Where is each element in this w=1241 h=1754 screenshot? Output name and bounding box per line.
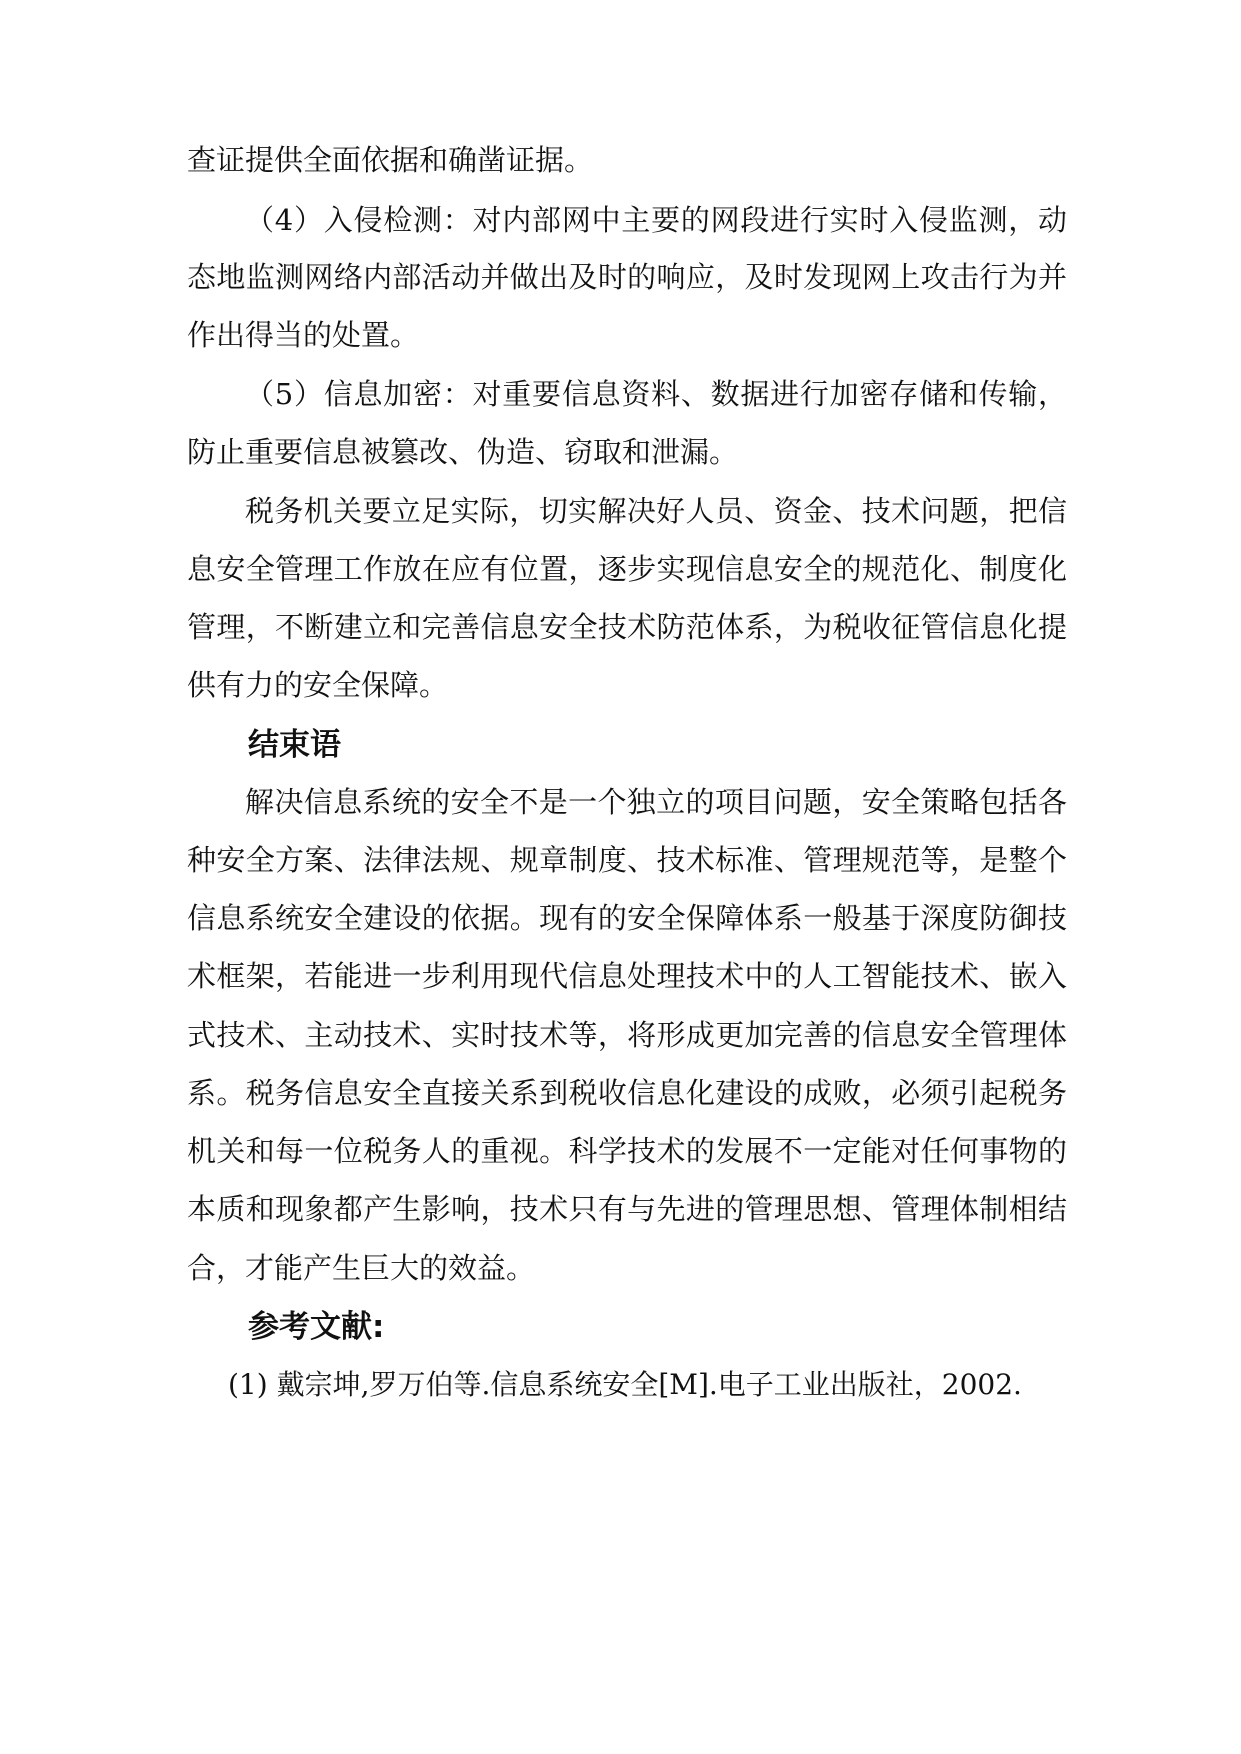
paragraph-line: 息安全管理工作放在应有位置，逐步实现信息安全的规范化、制度化 [187, 552, 1067, 586]
paragraph-line: 本质和现象都产生影响，技术只有与先进的管理思想、管理体制相结 [187, 1192, 1067, 1226]
paragraph-line: 态地监测网络内部活动并做出及时的响应，及时发现网上攻击行为并 [187, 260, 1067, 294]
paragraph-line: 防止重要信息被篡改、伪造、窃取和泄漏。 [187, 435, 739, 469]
paragraph-line: 机关和每一位税务人的重视。科学技术的发展不一定能对任何事物的 [187, 1134, 1067, 1168]
paragraph-line: 查证提供全面依据和确凿证据。 [187, 143, 594, 177]
paragraph-line: 系。税务信息安全直接关系到税收信息化建设的成败，必须引起税务 [187, 1076, 1067, 1110]
paragraph-line: 合，才能产生巨大的效益。 [187, 1251, 536, 1285]
paragraph-line: （4）入侵检测：对内部网中主要的网段进行实时入侵监测，动 [245, 203, 1067, 237]
paragraph-line: 作出得当的处置。 [187, 318, 420, 352]
reference-item: (1) 戴宗坤,罗万伯等.信息系统安全[M].电子工业出版社，2002. [228, 1368, 1022, 1401]
paragraph-line: 种安全方案、法律法规、规章制度、技术标准、管理规范等，是整个 [187, 843, 1067, 877]
section-heading-references: 参考文献: [248, 1309, 385, 1345]
paragraph-line: 信息系统安全建设的依据。现有的安全保障体系一般基于深度防御技 [187, 901, 1067, 935]
paragraph-line: （5）信息加密：对重要信息资料、数据进行加密存储和传输， [245, 377, 1067, 411]
paragraph-line: 术框架，若能进一步利用现代信息处理技术中的人工智能技术、嵌入 [187, 959, 1067, 993]
paragraph-line: 供有力的安全保障。 [187, 668, 449, 702]
section-heading-conclusion: 结束语 [248, 727, 341, 763]
paragraph-line: 式技术、主动技术、实时技术等，将形成更加完善的信息安全管理体 [187, 1018, 1067, 1052]
paragraph-line: 税务机关要立足实际，切实解决好人员、资金、技术问题，把信 [245, 494, 1067, 528]
paragraph-line: 解决信息系统的安全不是一个独立的项目问题，安全策略包括各 [245, 785, 1067, 819]
paragraph-line: 管理，不断建立和完善信息安全技术防范体系，为税收征管信息化提 [187, 610, 1067, 644]
